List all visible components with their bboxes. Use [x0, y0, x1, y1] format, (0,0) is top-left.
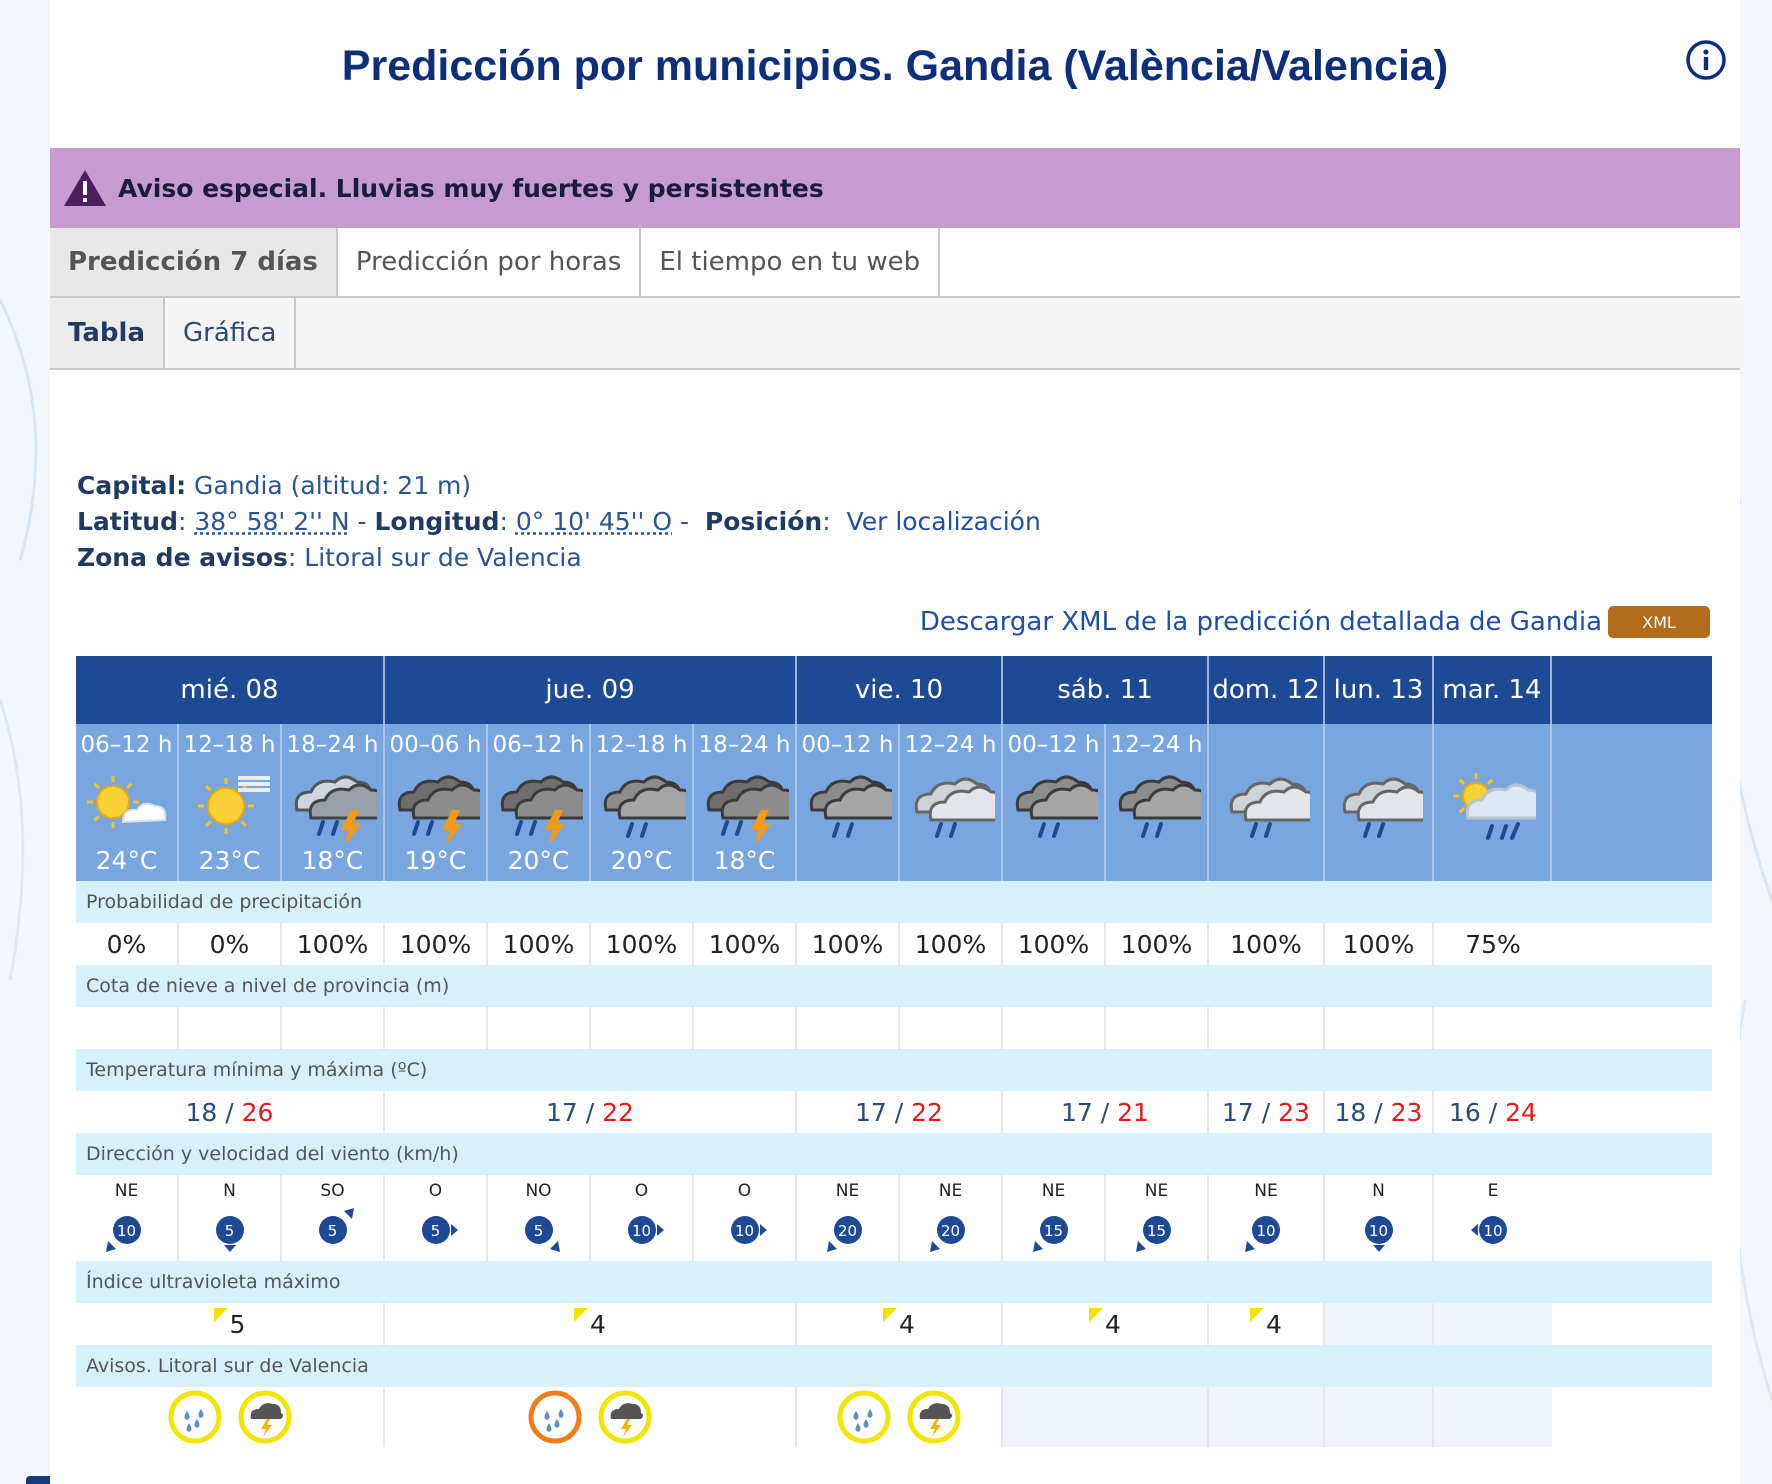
- wind-cell: [797, 1175, 900, 1261]
- uv-value: 5: [229, 1309, 246, 1339]
- wind-speed: 5: [430, 1222, 441, 1240]
- tab-prediccion-por-horas[interactable]: Predicción por horas: [338, 228, 641, 296]
- temp-label: Temperatura mínima y máxima (ºC): [76, 1049, 1712, 1091]
- day-header: mar. 14: [1434, 656, 1552, 724]
- storm-rain-icon: [289, 766, 377, 842]
- wind-direction: NE: [1254, 1181, 1278, 1201]
- temp-min: 16: [1449, 1097, 1481, 1127]
- precip-prob-value: 100%: [591, 923, 694, 965]
- temp-max: 24: [1505, 1097, 1537, 1127]
- temp-separator: /: [1480, 1097, 1506, 1127]
- day-header: vie. 10: [797, 656, 1003, 724]
- temp-max: 23: [1278, 1097, 1310, 1127]
- wind-direction: NE: [114, 1181, 139, 1201]
- view-location-link[interactable]: Ver localización: [846, 507, 1041, 536]
- period-label: 12–18 h: [595, 732, 688, 758]
- temp-separator: /: [217, 1097, 242, 1127]
- sky-cell: [694, 724, 797, 881]
- sky-cell: [591, 724, 694, 881]
- uv-flag-icon: [1250, 1308, 1264, 1322]
- period-temp: 20°C: [507, 846, 570, 875]
- uv-value: 4: [899, 1309, 915, 1339]
- wind-direction: O: [428, 1181, 443, 1201]
- tab-grafica[interactable]: Gráfica: [165, 298, 296, 368]
- wind-direction: NE: [835, 1181, 860, 1201]
- special-alert-banner[interactable]: [50, 148, 1740, 228]
- sky-cell: [179, 724, 282, 881]
- longitude-value: 0° 10' 45'' O: [515, 507, 673, 536]
- capital-value: Gandia (altitud: 21 m): [194, 471, 472, 500]
- temp-minmax: [1003, 1091, 1209, 1133]
- warn-label: Avisos. Litoral sur de Valencia: [76, 1345, 1712, 1387]
- period-label: 00–12 h: [1007, 732, 1100, 758]
- snow-level-value: [76, 1007, 179, 1049]
- temp-max: 23: [1390, 1097, 1423, 1127]
- day-header: lun. 13: [1325, 656, 1434, 724]
- wind-direction: NO: [525, 1181, 552, 1201]
- wind-speed: 10: [631, 1222, 652, 1240]
- wind-cell: [900, 1175, 1003, 1261]
- precip-prob-value: 100%: [1325, 923, 1434, 965]
- rain-warning-icon[interactable]: [167, 1389, 223, 1445]
- wind-cell: [591, 1175, 694, 1261]
- storm-icon: [392, 766, 480, 842]
- temp-minmax-row: [76, 1091, 1712, 1133]
- sky-cell: [1003, 724, 1106, 881]
- uv-flag-icon: [214, 1308, 228, 1322]
- wind-cell: [1106, 1175, 1209, 1261]
- prob-label: Probabilidad de precipitación: [76, 881, 1712, 923]
- day-header: mié. 08: [76, 656, 385, 724]
- uv-row: [76, 1303, 1712, 1345]
- precip-prob-value: 100%: [385, 923, 488, 965]
- precip-prob-value: 100%: [900, 923, 1003, 965]
- temp-max: 21: [1117, 1097, 1149, 1127]
- wind-cell: [1325, 1175, 1434, 1261]
- precip-prob-value: 75%: [1465, 929, 1521, 959]
- temp-separator: /: [1092, 1097, 1118, 1127]
- wind-speed: 5: [327, 1222, 338, 1240]
- snow-level-row: [76, 1007, 1712, 1049]
- temp-min: 17: [855, 1097, 887, 1127]
- latitude-label: Latitud: [77, 507, 178, 536]
- sky-cell: [488, 724, 591, 881]
- rain-cloud-icon: [1113, 766, 1201, 842]
- temp-separator: /: [886, 1097, 912, 1127]
- temp-min: 17: [1222, 1097, 1254, 1127]
- wind-cell: [694, 1175, 797, 1261]
- day-header: jue. 09: [385, 656, 797, 724]
- sky-cell: [1209, 724, 1325, 881]
- period-label: 12–24 h: [1110, 732, 1203, 758]
- period-label: 00–06 h: [389, 732, 482, 758]
- warnings-row: [76, 1387, 1712, 1447]
- sky-cell: [1106, 724, 1209, 881]
- warning-cell: [1434, 1387, 1552, 1447]
- wind-speed: 5: [533, 1222, 544, 1240]
- capital-label: Capital:: [77, 471, 187, 500]
- warning-zone-value: Litoral sur de Valencia: [304, 543, 582, 572]
- precip-prob-row: [76, 923, 1712, 965]
- temp-min: 18: [185, 1097, 218, 1127]
- uv-index: [1209, 1303, 1325, 1345]
- tab-prediccion-7-dias[interactable]: Predicción 7 días: [50, 228, 338, 296]
- rain-warning-icon[interactable]: [527, 1389, 583, 1445]
- snow-level-value: [1209, 1007, 1325, 1049]
- wind-cell: [488, 1175, 591, 1261]
- snow-level-value: [900, 1007, 1003, 1049]
- wind-cell: [179, 1175, 282, 1261]
- period-label: 18–24 h: [286, 732, 379, 758]
- xml-download-link[interactable]: Descargar XML de la predicción detallada de Gandia: [919, 607, 1602, 637]
- rain-warning-icon[interactable]: [836, 1389, 892, 1445]
- wind-cell: [282, 1175, 385, 1261]
- wind-cell: [76, 1175, 179, 1261]
- wind-cell: [1434, 1175, 1552, 1261]
- sun-haze-icon: [186, 766, 274, 842]
- info-icon[interactable]: [1684, 38, 1728, 82]
- day-header: dom. 12: [1209, 656, 1325, 724]
- precip-prob-value: 100%: [282, 923, 385, 965]
- storm-icon: [701, 766, 789, 842]
- temp-min: 18: [1334, 1097, 1367, 1127]
- temp-min: 17: [1061, 1097, 1093, 1127]
- period-temp: 23°C: [198, 846, 261, 875]
- wind-cell: [1003, 1175, 1106, 1261]
- snow-level-value: [282, 1007, 385, 1049]
- uv-flag-icon: [1089, 1308, 1103, 1322]
- wind-direction: SO: [320, 1181, 345, 1201]
- snow-level-value: [179, 1007, 282, 1049]
- uv-value: 4: [1105, 1309, 1121, 1339]
- uv-value: 4: [1266, 1309, 1282, 1339]
- snow-label: Cota de nieve a nivel de provincia (m): [76, 965, 1712, 1007]
- uv-index: [385, 1303, 797, 1345]
- storm-warning-icon[interactable]: [237, 1389, 293, 1445]
- temp-minmax: [1325, 1091, 1434, 1133]
- rain-cloud-icon: [804, 766, 892, 842]
- sky-cell: [797, 724, 900, 881]
- light-rain-cloud-icon: [907, 766, 995, 842]
- sky-cell: [76, 724, 179, 881]
- warning-cell: [1209, 1387, 1325, 1447]
- snow-level-value: [385, 1007, 488, 1049]
- warning-cell: [1003, 1387, 1209, 1447]
- temp-minmax: [1434, 1091, 1552, 1133]
- sky-cell: [282, 724, 385, 881]
- sky-cell: [1325, 724, 1434, 881]
- wind-speed: 10: [1368, 1222, 1389, 1240]
- sky-cell: [900, 724, 1003, 881]
- wind-speed: 20: [940, 1222, 961, 1240]
- latitude-value: 38° 58' 2'' N: [194, 507, 350, 536]
- temp-minmax: [797, 1091, 1003, 1133]
- snow-level-value: [591, 1007, 694, 1049]
- uv-index: [1434, 1303, 1552, 1345]
- temp-minmax: [76, 1091, 385, 1133]
- period-temp: 18°C: [713, 846, 776, 875]
- sky-cell: [385, 724, 488, 881]
- warning-cell: [797, 1387, 1003, 1447]
- temp-max: 22: [911, 1097, 943, 1127]
- period-temp: 20°C: [610, 846, 673, 875]
- temp-max: 26: [241, 1097, 274, 1127]
- temp-minmax: [385, 1091, 797, 1133]
- wind-row: [76, 1175, 1712, 1261]
- precip-prob-value: 100%: [797, 923, 900, 965]
- light-rain-cloud-icon: [1222, 766, 1310, 842]
- precip-prob-value: 100%: [1209, 923, 1325, 965]
- warning-cell: [385, 1387, 797, 1447]
- snow-level-value: [694, 1007, 797, 1049]
- uv-flag-icon: [574, 1308, 588, 1322]
- uv-index: [797, 1303, 1003, 1345]
- sun-cloud-icon: [83, 766, 171, 842]
- day-header-row: [76, 656, 1712, 724]
- xml-badge[interactable]: XML: [1608, 606, 1710, 638]
- precip-prob-value: 0%: [179, 923, 282, 965]
- wind-cell: [1209, 1175, 1325, 1261]
- wind-speed: 20: [837, 1222, 858, 1240]
- view-tabs: [50, 298, 1740, 370]
- rain-cloud-icon: [598, 766, 686, 842]
- snow-level-value: [1106, 1007, 1209, 1049]
- wind-direction: NE: [1144, 1181, 1169, 1201]
- period-label: 00–12 h: [801, 732, 894, 758]
- wind-speed: 10: [734, 1222, 755, 1240]
- day-header: sáb. 11: [1003, 656, 1209, 724]
- tab-el-tiempo-en-tu-web[interactable]: El tiempo en tu web: [641, 228, 940, 296]
- precip-prob-value: 100%: [1106, 923, 1209, 965]
- period-label: 06–12 h: [492, 732, 585, 758]
- wind-direction: E: [1487, 1181, 1499, 1201]
- xml-download: [920, 606, 1710, 638]
- wind-speed: 5: [224, 1222, 235, 1240]
- warning-cell: [76, 1387, 385, 1447]
- snow-level-value: [1003, 1007, 1106, 1049]
- wind-speed: 15: [1043, 1222, 1064, 1240]
- page-title: Predicción por municipios. Gandia (València/Valencia): [341, 42, 1449, 90]
- wind-direction: N: [1372, 1181, 1385, 1201]
- snow-level-value: [797, 1007, 900, 1049]
- storm-warning-icon[interactable]: [597, 1389, 653, 1445]
- light-rain-cloud-icon: [1335, 766, 1423, 842]
- snow-level-value: [1325, 1007, 1434, 1049]
- period-temp: 18°C: [301, 846, 364, 875]
- wind-label: Dirección y velocidad del viento (km/h): [76, 1133, 1712, 1175]
- tab-tabla[interactable]: Tabla: [50, 298, 165, 368]
- period-label: 12–18 h: [183, 732, 276, 758]
- longitude-label: Longitud: [374, 507, 500, 536]
- wind-direction: NE: [938, 1181, 963, 1201]
- uv-index: [1325, 1303, 1434, 1345]
- location-info: Capital: Gandia (altitud: 21 m) Latitud: 38° 58' 2'' N - Longitud: 0° 10' 45'' O - Posición: Ver localización Zona de avisos: Litoral sur de Valencia: [77, 471, 1041, 572]
- temp-min: 17: [546, 1097, 578, 1127]
- temp-minmax: [1209, 1091, 1325, 1133]
- period-label: 06–12 h: [80, 732, 173, 758]
- uv-index: [76, 1303, 385, 1345]
- warning-cell: [1325, 1387, 1434, 1447]
- wind-direction: NE: [1041, 1181, 1066, 1201]
- sun-rain-icon: [1448, 766, 1536, 842]
- period-temp: 19°C: [404, 846, 467, 875]
- wind-cell: [385, 1175, 488, 1261]
- snow-level-value: [488, 1007, 591, 1049]
- main-tabs: [50, 228, 1740, 298]
- uv-label: Índice ultravioleta máximo: [76, 1261, 1712, 1303]
- uv-value: 4: [590, 1309, 606, 1339]
- warning-icon: [62, 167, 108, 209]
- forecast-table: [76, 656, 1712, 1447]
- wind-direction: O: [634, 1181, 649, 1201]
- sky-state-row: [76, 724, 1712, 881]
- sky-cell: [1434, 724, 1552, 881]
- wind-speed: 10: [1483, 1222, 1503, 1240]
- precip-prob-value: 100%: [488, 923, 591, 965]
- storm-icon: [495, 766, 583, 842]
- temp-separator: /: [577, 1097, 603, 1127]
- precip-prob-value: 100%: [1003, 923, 1106, 965]
- wind-direction: O: [737, 1181, 752, 1201]
- page: [50, 0, 1740, 1484]
- temp-separator: /: [1253, 1097, 1279, 1127]
- storm-warning-icon[interactable]: [906, 1389, 962, 1445]
- alert-text: Aviso especial. Lluvias muy fuertes y persistentes: [118, 173, 824, 203]
- precip-prob-value: 0%: [76, 923, 179, 965]
- precip-prob-value: 100%: [694, 923, 797, 965]
- period-label: 18–24 h: [698, 732, 791, 758]
- warning-zone-label: Zona de avisos: [77, 543, 288, 572]
- period-label: 12–24 h: [904, 732, 997, 758]
- period-temp: 24°C: [95, 846, 158, 875]
- snow-level-value: [1434, 1007, 1552, 1049]
- uv-flag-icon: [883, 1308, 897, 1322]
- rain-cloud-icon: [1010, 766, 1098, 842]
- wind-speed: 10: [116, 1222, 137, 1240]
- position-label: Posición: [704, 507, 823, 536]
- wind-speed: 10: [1256, 1222, 1276, 1240]
- temp-separator: /: [1366, 1097, 1391, 1127]
- temp-max: 22: [602, 1097, 634, 1127]
- uv-index: [1003, 1303, 1209, 1345]
- wind-speed: 15: [1146, 1222, 1167, 1240]
- wind-direction: N: [223, 1181, 236, 1201]
